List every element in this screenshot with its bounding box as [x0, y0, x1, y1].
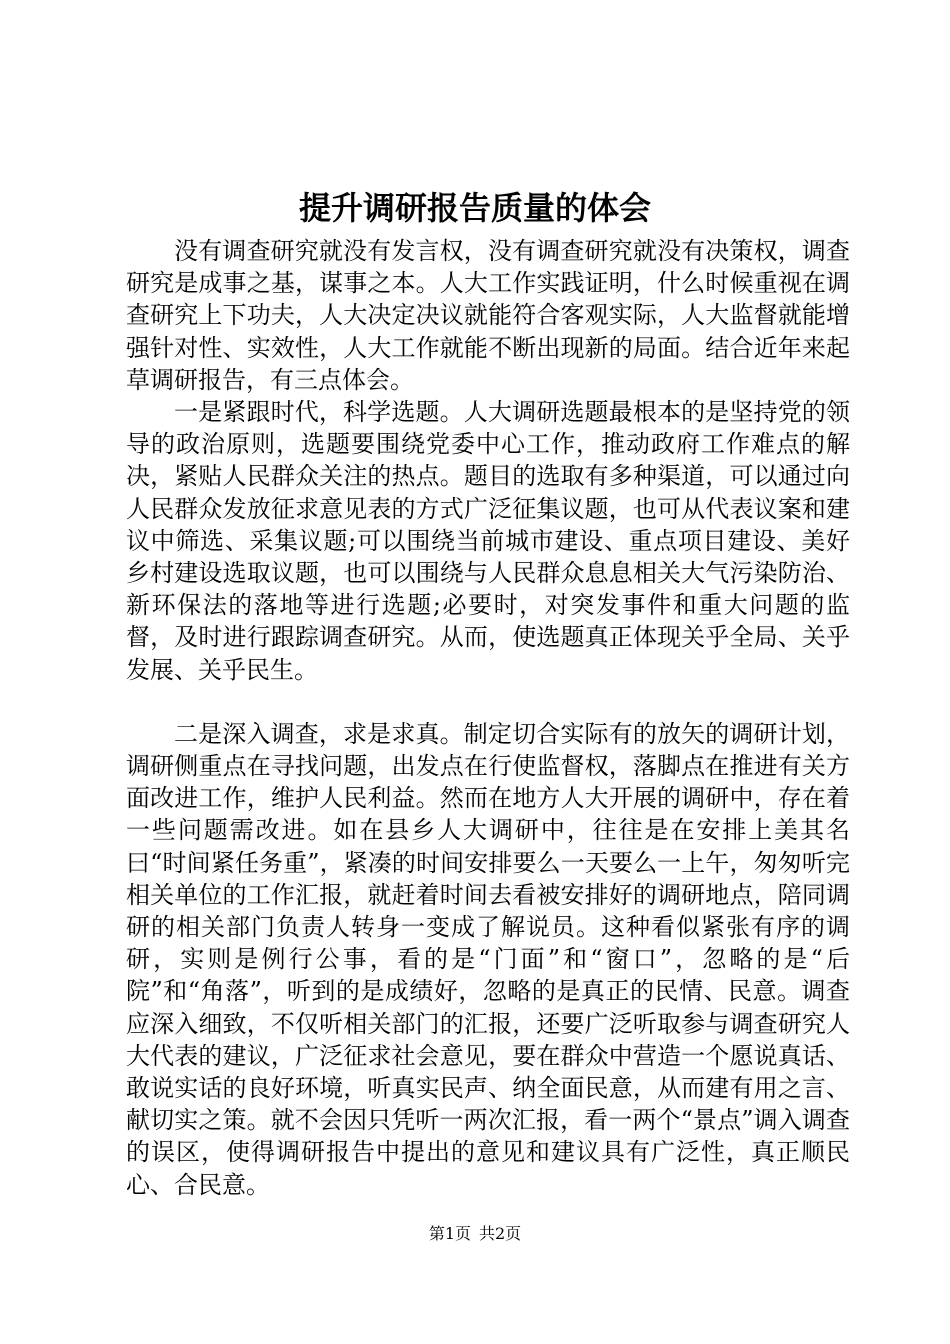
document-body	[126, 235, 850, 1201]
page-number: 第1页	[428, 1224, 471, 1243]
paragraph-intro: 没有调查研究就没有发言权，没有调查研究就没有决策权，调查研究是成事之基，谋事之本。人大工作实践证明，什么时候重视在调查研究上下功夫，人大决定决议就能符合客观实际，人大监督就能增强针对性、实效性，人大工作就能不断出现新的局面。结合近年来起草调研报告，有三点体会。	[126, 237, 850, 394]
page-total: 共2页	[479, 1224, 522, 1243]
paragraph-spacer	[126, 686, 850, 718]
page-footer	[0, 1224, 950, 1244]
paragraph-point-one: 一是紧跟时代，科学选题。人大调研选题最根本的是坚持党的领导的政治原则，选题要围绕党委中心工作，推动政府工作难点的解决，紧贴人民群众关注的热点。题目的选取有多种渠道，可以通过向人民群众发放征求意见表的方式广泛征集议题，也可从代表议案和建议中筛选、采集议题;可以围绕当前城市建设、重点项目建设、美好乡村建设选取议题，也可以围绕与人民群众息息相关大气污染防治、新环保法的落地等进行选题;必要时，对突发事件和重大问题的监督，及时进行跟踪调查研究。从而，使选题真正体现关乎全局、关乎发展、关乎民生。	[126, 398, 850, 684]
paragraph-point-two: 二是深入调查，求是求真。制定切合实际有的放矢的调研计划，调研侧重点在寻找问题，出发点在行使监督权，落脚点在推进有关方面改进工作，维护人民利益。然而在地方人大开展的调研中，存在着一些问题需改进。如在县乡人大调研中，往往是在安排上美其名曰“时间紧任务重”，紧凑的时间安排要么一天要么一上午，匆匆听完相关单位的工作汇报，就赶着时间去看被安排好的调研地点，陪同调研的相关部门负责人转身一变成了解说员。这种看似紧张有序的调研，实则是例行公事，看的是“门面”和“窗口”，忽略的是“后院”和“角落”，听到的是成绩好，忽略的是真正的民情、民意。调查应深入细致，不仅听相关部门的汇报，还要广泛听取参与调查研究人大代表的建议，广泛征求社会意见，要在群众中营造一个愿说真话、敢说实话的良好环境，听真实民声、纳全面民意，从而建有用之言、献切实之策。就不会因只凭听一两次汇报，看一两个“景点”调入调查的误区，使得调研报告中提出的意见和建议具有广泛性，真正顺民心、合民意。	[126, 719, 850, 1199]
document-title: 提升调研报告质量的体会	[298, 189, 651, 227]
